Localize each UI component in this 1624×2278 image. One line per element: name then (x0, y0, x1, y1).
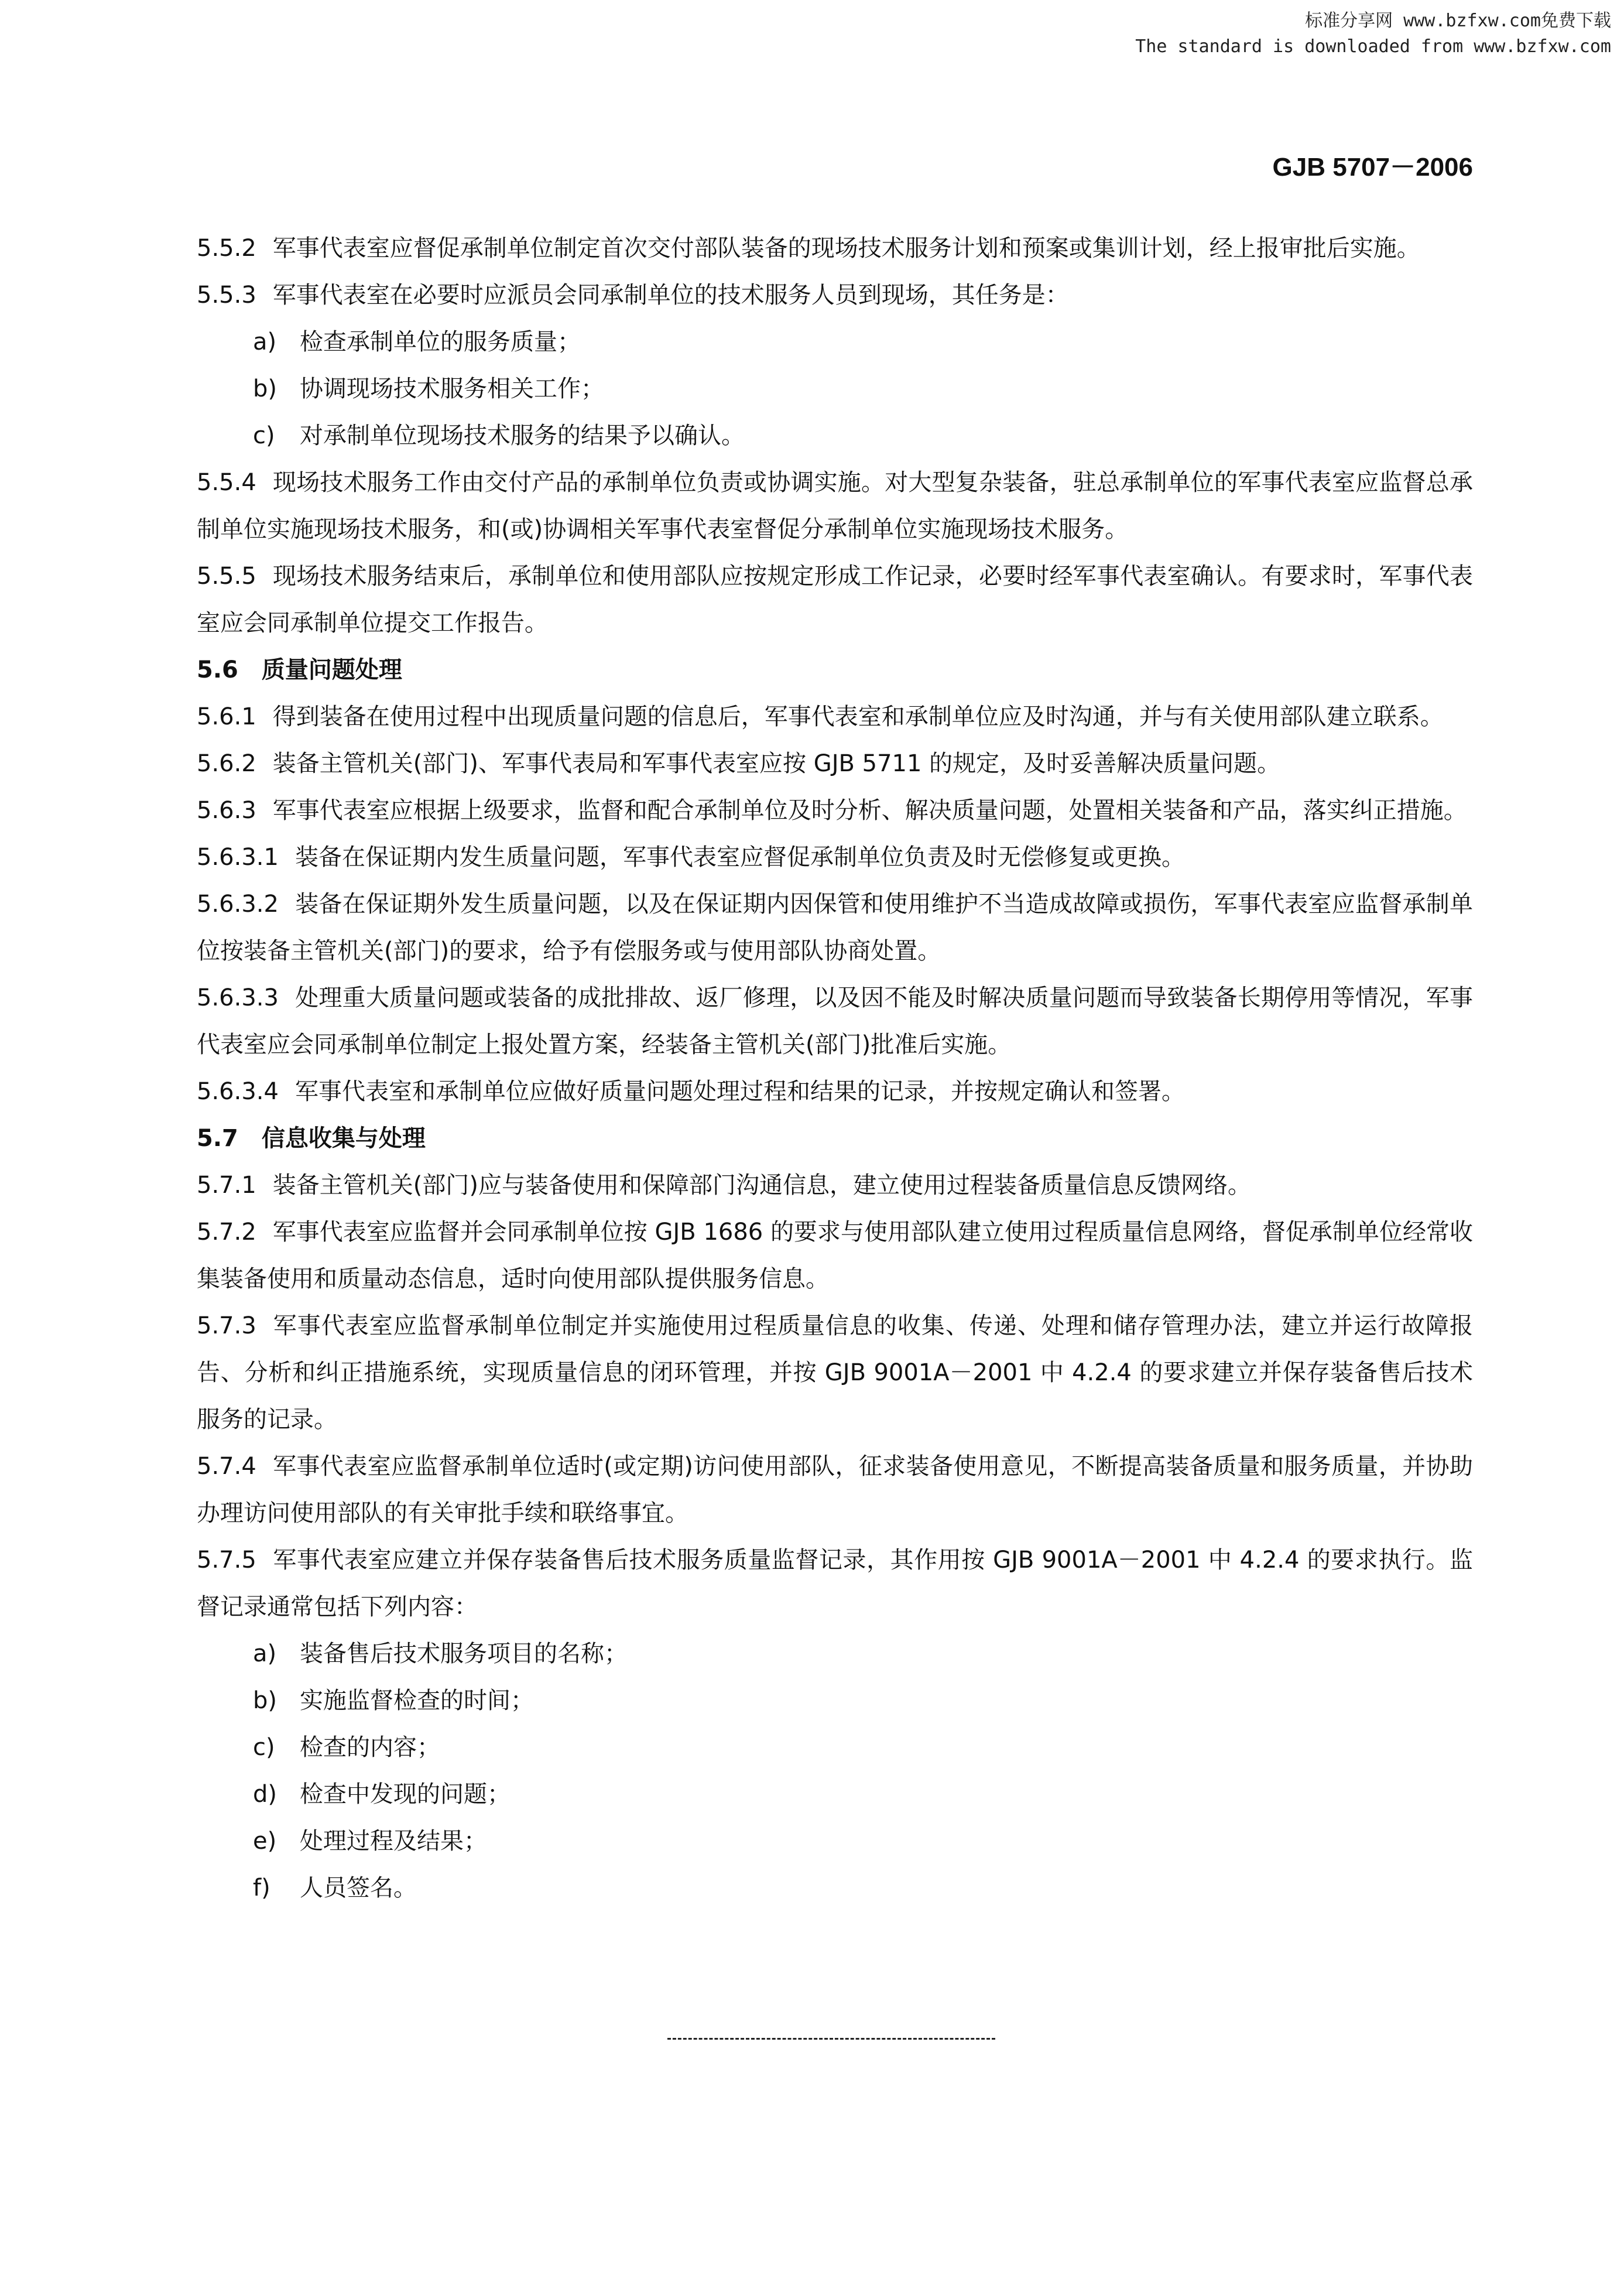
clause-number: 5.6.2 (197, 750, 256, 777)
clause-text: 人员签名。 (300, 1875, 417, 1901)
clause-text: 装备在保证期内发生质量问题，军事代表室应督促承制单位负责及时无偿修复或更换。 (294, 844, 1185, 871)
clause-paragraph (197, 553, 1473, 647)
clause-paragraph (197, 787, 1473, 834)
list-item (197, 319, 1473, 365)
list-item-label: c) (253, 422, 275, 449)
clause-paragraph (197, 1537, 1473, 1630)
clause-number: 5.5.4 (197, 469, 256, 496)
clause-text: 处理重大质量问题或装备的成批排故、返厂修理，以及因不能及时解决质量问题而导致装备长期停用等情况，军事代表室应会同承制单位制定上报处置方案，经装备主管机关(部门)批准后实施。 (197, 984, 1473, 1058)
clause-text: 军事代表室在必要时应派员会同承制单位的技术服务人员到现场，其任务是： (272, 282, 1069, 309)
clause-paragraph (197, 693, 1473, 740)
section-heading (197, 647, 1473, 693)
list-item-label: d) (253, 1781, 277, 1808)
clause-text: 协调现场技术服务相关工作； (300, 375, 604, 402)
clause-paragraph (197, 1209, 1473, 1302)
clause-text: 军事代表室和承制单位应做好质量问题处理过程和结果的记录，并按规定确认和签署。 (294, 1078, 1185, 1105)
clause-text: 军事代表室应督促承制单位制定首次交付部队装备的现场技术服务计划和预案或集训计划，经上报审批后实施。 (272, 235, 1420, 262)
clause-paragraph (197, 1068, 1473, 1115)
list-item-label: a) (253, 329, 277, 355)
section-title: 质量问题处理 (261, 656, 402, 683)
list-item-label: c) (253, 1734, 275, 1761)
clause-number: 5.5.2 (197, 235, 256, 262)
clause-text: 装备主管机关(部门)应与装备使用和保障部门沟通信息，建立使用过程装备质量信息反馈网络。 (272, 1172, 1251, 1199)
clause-text: 对承制单位现场技术服务的结果予以确认。 (300, 422, 745, 449)
list-item-label: f) (253, 1875, 270, 1901)
clause-number: 5.5.5 (197, 563, 256, 590)
list-item (197, 1677, 1473, 1724)
clause-paragraph (197, 740, 1473, 787)
clause-number: 5.6.3.3 (197, 984, 279, 1011)
list-item (197, 1865, 1473, 1911)
clause-number: 5.6.3 (197, 797, 256, 824)
clause-paragraph (197, 459, 1473, 553)
list-item (197, 1724, 1473, 1771)
clause-text: 现场技术服务结束后，承制单位和使用部队应按规定形成工作记录，必要时经军事代表室确认。有要求时，军事代表室应会同承制单位提交工作报告。 (197, 563, 1473, 637)
clause-number: 5.6.3.1 (197, 844, 279, 871)
list-item (197, 1630, 1473, 1677)
clause-number: 5.7.4 (197, 1453, 256, 1480)
clause-text: 装备在保证期外发生质量问题，以及在保证期内因保管和使用维护不当造成故障或损伤，军事代表室应监督承制单位按装备主管机关(部门)的要求，给予有偿服务或与使用部队协商处置。 (197, 891, 1473, 964)
clause-text: 军事代表室应根据上级要求，监督和配合承制单位及时分析、解决质量问题，处置相关装备和产品，落实纠正措施。 (272, 797, 1467, 824)
section-heading (197, 1115, 1473, 1162)
list-item-label: b) (253, 375, 277, 402)
watermark-line-en: The standard is downloaded from www.bzfxw.com (1135, 36, 1611, 57)
section-title: 信息收集与处理 (261, 1125, 426, 1152)
clause-number: 5.7.2 (197, 1219, 256, 1246)
clause-text: 军事代表室应监督承制单位制定并实施使用过程质量信息的收集、传递、处理和储存管理办法，建立并运行故障报告、分析和纠正措施系统，实现质量信息的闭环管理，并按 GJB 9001A－2001 中 4.2.4 的要求建立并保存装备售后技术服务的记录。 (197, 1312, 1473, 1433)
clause-text: 得到装备在使用过程中出现质量问题的信息后，军事代表室和承制单位应及时沟通，并与有关使用部队建立联系。 (272, 703, 1444, 730)
clause-paragraph (197, 1302, 1473, 1443)
list-item (197, 365, 1473, 412)
clause-text: 现场技术服务工作由交付产品的承制单位负责或协调实施。对大型复杂装备，驻总承制单位的军事代表室应监督总承制单位实施现场技术服务，和(或)协调相关军事代表室督促分承制单位实施现场技术服务。 (197, 469, 1473, 543)
end-of-document-rule (667, 2038, 995, 2040)
clause-number: 5.6.3.4 (197, 1078, 279, 1105)
standard-number: GJB 5707－2006 (1272, 153, 1473, 182)
clause-number: 5.5.3 (197, 282, 256, 309)
clause-paragraph (197, 272, 1473, 319)
list-item-label: e) (253, 1828, 277, 1855)
clause-number: 5.7.3 (197, 1312, 256, 1339)
list-item (197, 1818, 1473, 1865)
list-item (197, 412, 1473, 459)
clause-text: 装备主管机关(部门)、军事代表局和军事代表室应按 GJB 5711 的规定，及时妥善解决质量问题。 (272, 750, 1281, 777)
clause-text: 装备售后技术服务项目的名称； (300, 1640, 628, 1667)
clause-paragraph (197, 1443, 1473, 1537)
clause-text: 军事代表室应监督承制单位适时(或定期)访问使用部队，征求装备使用意见，不断提高装备质量和服务质量，并协助办理访问使用部队的有关审批手续和联络事宜。 (197, 1453, 1473, 1527)
clause-text: 检查承制单位的服务质量； (300, 329, 581, 355)
clause-text: 军事代表室应建立并保存装备售后技术服务质量监督记录，其作用按 GJB 9001A－2001 中 4.2.4 的要求执行。监督记录通常包括下列内容： (197, 1547, 1473, 1620)
watermark-line-cn: 标准分享网 www.bzfxw.com免费下载 (1305, 11, 1611, 31)
clause-number: 5.6.3.2 (197, 891, 279, 918)
download-watermark (1135, 8, 1611, 60)
clause-text: 检查的内容； (300, 1734, 440, 1761)
clause-number: 5.6 (197, 656, 238, 683)
clause-paragraph (197, 974, 1473, 1068)
clause-text: 检查中发现的问题； (300, 1781, 511, 1808)
clause-paragraph (197, 881, 1473, 974)
clause-number: 5.7.5 (197, 1547, 256, 1574)
clause-number: 5.6.1 (197, 703, 256, 730)
document-body (197, 225, 1473, 1911)
clause-text: 军事代表室应监督并会同承制单位按 GJB 1686 的要求与使用部队建立使用过程质量信息网络，督促承制单位经常收集装备使用和质量动态信息，适时向使用部队提供服务信息。 (197, 1219, 1473, 1292)
clause-text: 处理过程及结果； (300, 1828, 487, 1855)
clause-number: 5.7 (197, 1125, 238, 1152)
clause-number: 5.7.1 (197, 1172, 256, 1199)
list-item-label: b) (253, 1687, 277, 1714)
clause-paragraph (197, 1162, 1473, 1209)
clause-text: 实施监督检查的时间； (300, 1687, 534, 1714)
list-item-label: a) (253, 1640, 277, 1667)
clause-paragraph (197, 225, 1473, 272)
clause-paragraph (197, 834, 1473, 881)
list-item (197, 1771, 1473, 1818)
